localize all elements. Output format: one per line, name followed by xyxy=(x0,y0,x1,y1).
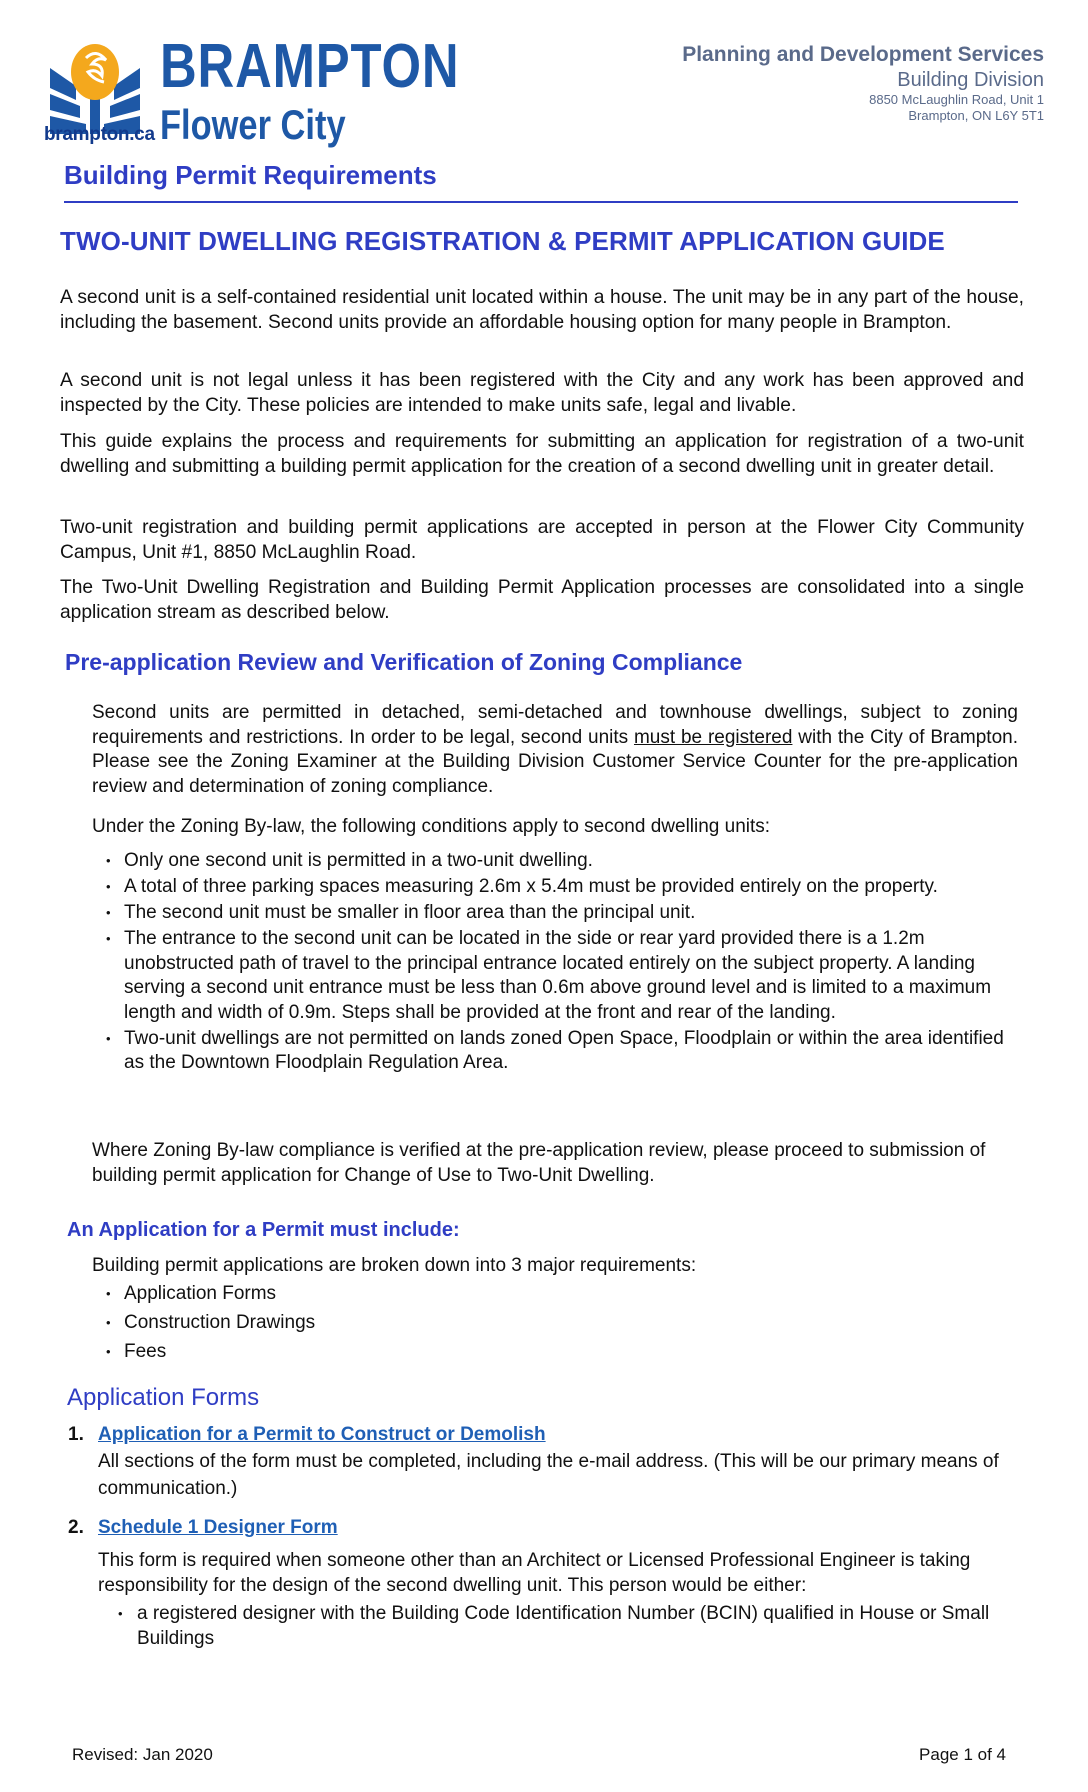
item-number: 1. xyxy=(68,1424,84,1445)
intro-paragraph: This guide explains the process and requirements for submitting an application for registration of a two-unit dwelling and submitting a building permit application for the creation of a second dwelling unit in greater detail. xyxy=(60,431,1024,477)
revision-date: Revised: Jan 2020 xyxy=(72,1745,213,1764)
section-heading-requirements: An Application for a Permit must include: xyxy=(67,1219,460,1241)
page-title: TWO-UNIT DWELLING REGISTRATION & PERMIT APPLICATION GUIDE xyxy=(60,226,945,256)
section-heading-application-forms: Application Forms xyxy=(67,1384,260,1411)
form-item xyxy=(68,1514,1018,1651)
emphasis-underlined: must be registered xyxy=(633,726,793,748)
brand-name: BRAMPTON xyxy=(160,32,460,101)
list-item: • Construction Drawings xyxy=(106,1312,316,1333)
schedule-1-designer-form-link[interactable]: Schedule 1 Designer Form xyxy=(98,1517,338,1538)
page-number: Page 1 of 4 xyxy=(919,1745,1006,1764)
intro-paragraph: A second unit is a self-contained residential unit located within a house. The unit may be in any part of the house, including the basement. Second units provide an affordable housing option for many people in Brampton. xyxy=(60,287,1024,333)
zoning-conditions-list xyxy=(92,849,1022,1076)
list-item: • Two-unit dwellings are not permitted on lands zoned Open Space, Floodplain or within the area identified as the Downtown Floodplain Regulation Area. xyxy=(106,1027,1004,1073)
department-block xyxy=(682,42,1044,124)
intro-paragraph: The Two-Unit Dwelling Registration and Building Permit Application processes are consolidated into a single application stream as described below. xyxy=(60,577,1024,623)
list-item: • Fees xyxy=(106,1341,167,1362)
list-item: • The entrance to the second unit can be located in the side or rear yard provided there is a 1.2m unobstructed path of travel to the principal entrance located entirely on the subject property. A landing serving a second unit entrance must be less than 0.6m above ground level and is limited to a maximum length and width of 0.9m. Steps shall be provided at the front and rear of the landing. xyxy=(106,928,992,1023)
list-item: • Only one second unit is permitted in a two-unit dwelling. xyxy=(106,850,593,871)
brand-subtitle: Flower City xyxy=(160,101,346,148)
list-item: • A total of three parking spaces measuring 2.6m x 5.4m must be provided entirely on the property. xyxy=(106,876,938,897)
preapp-paragraph: Under the Zoning By-law, the following conditions apply to second dwelling units: xyxy=(92,816,771,837)
permit-application-link[interactable]: Application for a Permit to Construct or Demolish xyxy=(98,1424,546,1445)
form-item xyxy=(68,1421,1018,1502)
section-heading-preapplication: Pre-application Review and Verification of Zoning Compliance xyxy=(65,649,743,675)
header-divider xyxy=(64,201,1018,203)
address-line-2: Brampton, ON L6Y 5T1 xyxy=(908,108,1044,123)
form-item-description: All sections of the form must be completed, including the e-mail address. (This will be our primary means of communication.) xyxy=(98,1451,999,1499)
preapp-paragraph: Second units are permitted in detached, semi-detached and townhouse dwellings, subject to zoning requirements and restrictions. In order to be legal, second units must be registered with the City of Brampton. Please see the Zoning Examiner at the Building Division Customer Service Counter for the pre-application review and determination of zoning compliance. xyxy=(92,702,1018,797)
address-line-1: 8850 McLaughlin Road, Unit 1 xyxy=(869,92,1044,107)
form-item-description: This form is required when someone other than an Architect or Licensed Professional Engineer is taking responsibility for the design of the second dwelling unit. This person would be either: xyxy=(98,1550,971,1596)
requirements-list xyxy=(92,1282,1022,1369)
list-item: • Application Forms xyxy=(106,1283,277,1304)
document-kicker: Building Permit Requirements xyxy=(64,160,437,190)
department-name: Planning and Development Services xyxy=(682,43,1044,66)
intro-paragraph: Two-unit registration and building permit applications are accepted in person at the Flower City Community Campus, Unit #1, 8850 McLaughlin Road. xyxy=(60,517,1024,563)
requirements-intro: Building permit applications are broken down into 3 major requirements: xyxy=(92,1255,697,1276)
item-number: 2. xyxy=(68,1517,84,1538)
list-item: • The second unit must be smaller in floor area than the principal unit. xyxy=(106,902,696,923)
preapp-closing: Where Zoning By-law compliance is verified at the pre-application review, please proceed to submission of building permit application for Change of Use to Two-Unit Dwelling. xyxy=(92,1140,986,1186)
designer-options-list xyxy=(98,1601,1018,1651)
brampton-flower-logo-icon xyxy=(46,38,144,136)
intro-paragraph: A second unit is not legal unless it has been registered with the City and any work has been approved and inspected by the City. These policies are intended to make units safe, legal and livable. xyxy=(60,370,1024,416)
brand-wordmark xyxy=(160,32,525,148)
division-name: Building Division xyxy=(897,69,1044,91)
list-item: • a registered designer with the Building Code Identification Number (BCIN) qualified in House or Small Buildings xyxy=(118,1603,990,1649)
logo-caption: brampton.ca xyxy=(44,124,155,145)
